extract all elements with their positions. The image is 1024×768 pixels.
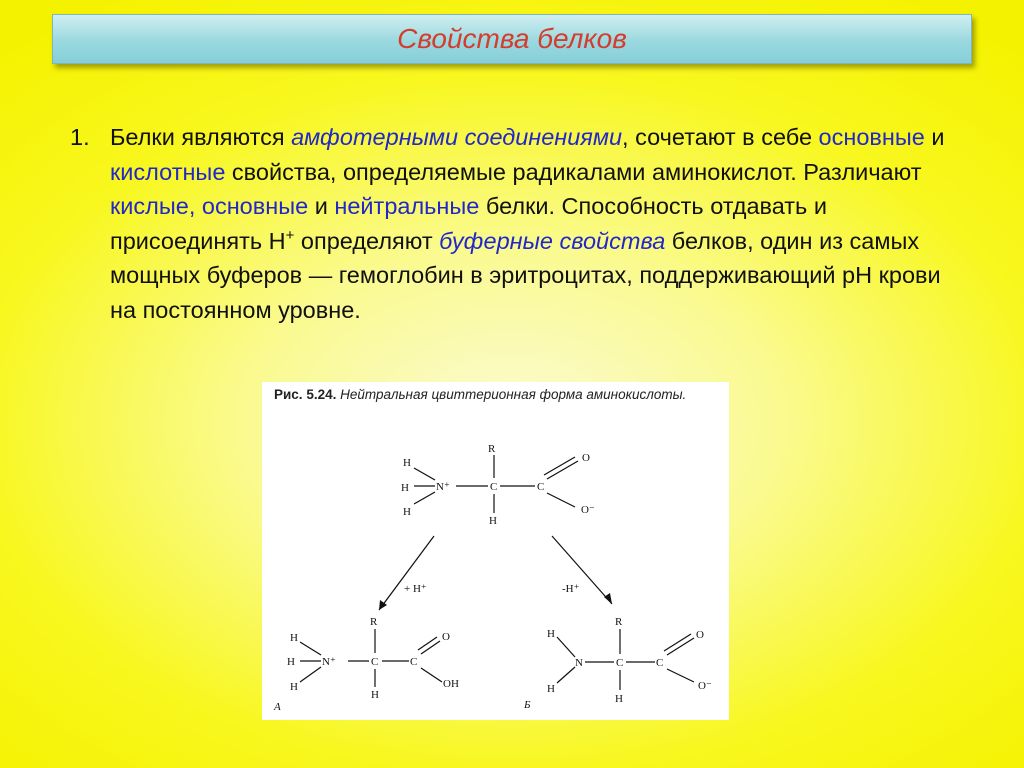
atom-h-a-3: H (290, 681, 298, 693)
atom-o-minus-top: O⁻ (581, 504, 595, 516)
atom-c-alpha-top: C (490, 481, 498, 493)
panel-b-label: Б (524, 699, 531, 711)
atom-r-a: R (370, 616, 378, 628)
paragraph-run: и (924, 124, 945, 150)
figure-label: Рис. 5.24. (274, 387, 337, 402)
atom-o-a: O (442, 631, 450, 643)
atom-r-top: R (488, 443, 496, 455)
atom-h-top-2: H (401, 482, 409, 494)
paragraph-run: нейтральные (334, 193, 480, 219)
atom-h-top-1: H (403, 457, 411, 469)
paragraph-run: свойства, определяемые радикалами аминокислот. Различают (225, 158, 922, 185)
atom-c-alpha-b: C (616, 657, 624, 669)
paragraph-run: кислотные (110, 158, 226, 185)
atom-h-a-2: H (287, 656, 295, 668)
atom-n-b: N (575, 657, 583, 669)
paragraph-run: амфотерными соединениями (291, 124, 623, 150)
figure-caption-text: Нейтральная цвиттерионная форма аминокислоты. (340, 387, 687, 402)
atom-h-b-1: H (547, 628, 555, 640)
atom-n-plus-top: N⁺ (436, 481, 450, 493)
list-item (70, 120, 960, 327)
figure-image (262, 382, 729, 720)
atom-o-b: O (696, 629, 704, 641)
atom-h-a-1: H (290, 632, 298, 644)
paragraph-run: Белки являются (110, 124, 292, 150)
arrow-left-label: + H⁺ (404, 583, 427, 595)
atom-h-alpha-a: H (371, 689, 379, 701)
atom-h-top-3: H (403, 506, 411, 518)
paragraph-text (110, 120, 960, 327)
list-number: 1. (70, 124, 90, 150)
paragraph-run: буферные свойства (439, 227, 666, 254)
paragraph-run: основные (818, 124, 925, 150)
paragraph-run: и (308, 193, 335, 219)
slide-title: Свойства белков (397, 23, 627, 54)
paragraph-run: + (285, 226, 295, 244)
atom-c-carboxyl-top: C (537, 481, 545, 493)
atom-c-carboxyl-b: C (656, 657, 664, 669)
slide-title-bar (52, 14, 972, 64)
paragraph-run: определяют (294, 227, 440, 254)
paragraph-run: белки. Способность отдавать и присоединять Н (110, 193, 827, 254)
atom-oh-a: OH (443, 678, 459, 690)
atom-n-plus-a: N⁺ (322, 656, 336, 668)
atom-h-alpha-top: H (489, 515, 497, 527)
paragraph-run: , сочетают в себе (622, 124, 819, 150)
atom-r-b: R (615, 616, 623, 628)
atom-h-alpha-b: H (615, 693, 623, 705)
atom-c-alpha-a: C (371, 656, 379, 668)
paragraph-run: белков, один из самых мощных буферов — гемоглобин в эритроцитах, поддерживающий рН крови на постоянном уровне. (110, 227, 941, 323)
panel-a-label: А (274, 701, 281, 713)
atom-o-minus-b: O⁻ (698, 680, 712, 692)
paragraph-run: кислые, основные (110, 193, 309, 219)
atom-c-carboxyl-a: C (410, 656, 418, 668)
atom-h-b-2: H (547, 683, 555, 695)
atom-o-top: O (582, 452, 590, 464)
arrow-right-label: -H⁺ (562, 583, 580, 595)
zwitterion-diagram (262, 382, 729, 720)
